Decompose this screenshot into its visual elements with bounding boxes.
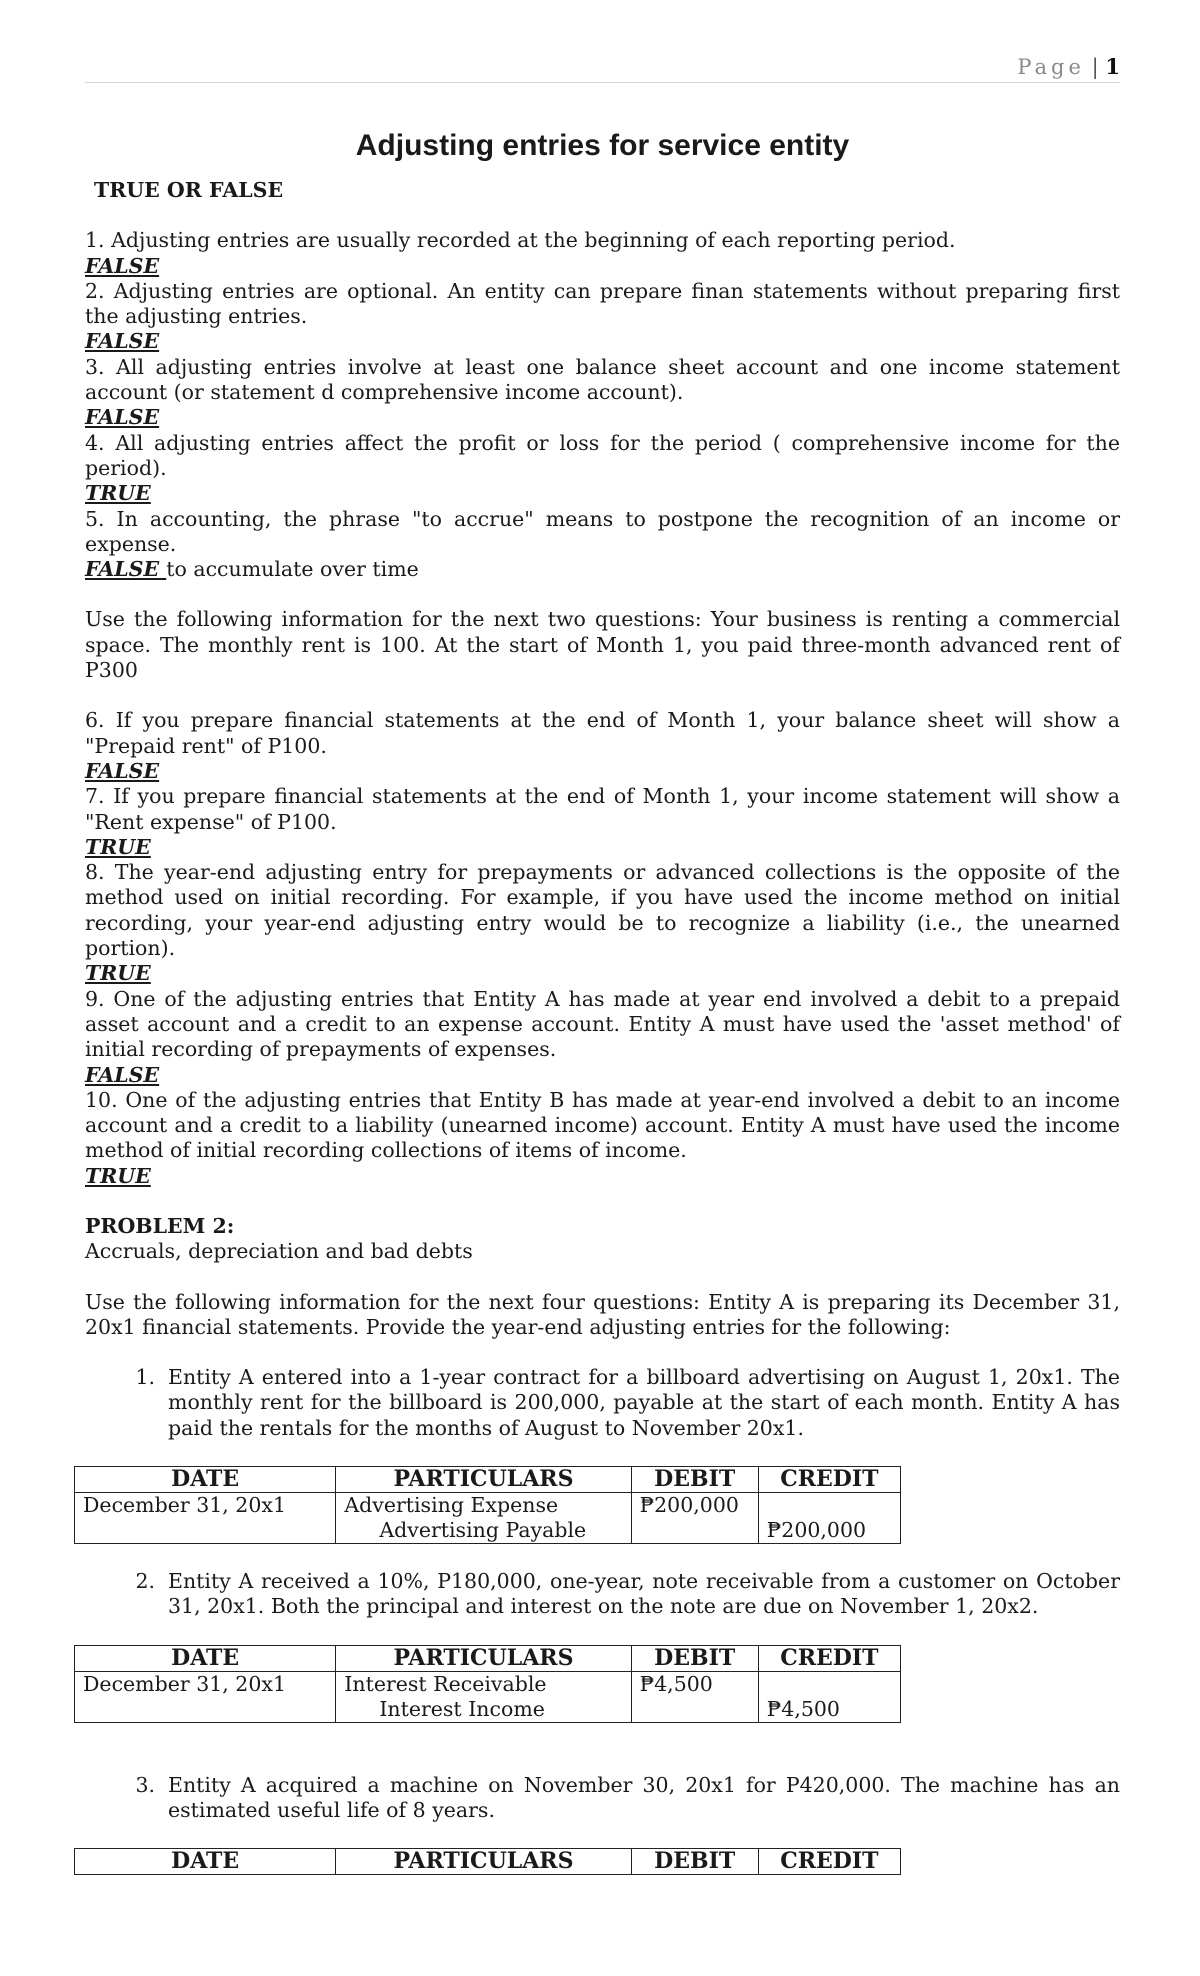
page-title: Adjusting entries for service entity [355,129,850,162]
problem2-subheading: Accruals, depreciation and bad debts [85,1239,473,1264]
rent-info-paragraph: Use the following information for the next two questions: Your business is renting a commercial space. The monthly rent is 100. At the start of Month 1, you paid three-month advanced rent of P300 [85,607,1120,683]
problem2-heading: PROBLEM 2: [85,1213,235,1238]
answer: TRUE [85,961,151,986]
question-block [85,228,1120,279]
problem-item [85,1365,1120,1441]
item-text: Entity A entered into a 1-year contract for a billboard advertising on August 1, 20x1. The monthly rent for the billboard is 200,000, payable at the start of each month. Entity A has paid the rentals for the months of August to November 20x1. [168,1365,1120,1440]
section-heading-true-false: TRUE OR FALSE [94,178,284,202]
debit-amount: ₱4,500 [639,1671,713,1696]
col-date: DATE [75,1849,336,1875]
question-block [85,507,1120,583]
col-date: DATE [75,1645,336,1671]
page-header [85,52,1120,83]
table-row [75,1493,901,1544]
col-debit: DEBIT [631,1849,758,1875]
question-block [85,860,1120,986]
col-debit: DEBIT [631,1467,758,1493]
col-credit: CREDIT [758,1645,900,1671]
entry-credit [758,1671,900,1722]
entry-particulars [336,1671,631,1722]
question-text: 8. The year-end adjusting entry for prepayments or advanced collections is the opposite of the method used on initial recording. For example, if you have used the income method on initial recording, your year-end adjusting entry would be to recognize a liability (i.e., the unearned portion). [85,860,1120,961]
item-text: Entity A received a 10%, P180,000, one-year, note receivable from a customer on October 31, 20x1. Both the principal and interest on the note are due on November 1, 20x2. [168,1569,1120,1619]
page-separator: | [1091,55,1099,79]
question-block [85,355,1120,431]
problem2-intro: Use the following information for the next four questions: Entity A is preparing its December 31, 20x1 financial statements. Provide the year-end adjusting entries for the following: [85,1289,1120,1339]
entry-date: December 31, 20x1 [75,1493,336,1544]
col-particulars: PARTICULARS [336,1849,631,1875]
question-block [85,431,1120,507]
question-text: 7. If you prepare financial statements at the end of Month 1, your income statement will show a "Rent expense" of P100. [85,784,1120,834]
entry-debit [631,1671,758,1722]
entry-particulars [336,1493,631,1544]
answer: FALSE [85,405,160,430]
page-number-value: 1 [1105,54,1120,79]
answer: FALSE [85,1062,160,1087]
question-text: 5. In accounting, the phrase "to accrue" means to postpone the recognition of an income or expense. [85,506,1120,556]
question-text: 1. Adjusting entries are usually recorded at the beginning of each reporting period. [85,228,956,253]
journal-entry-table [74,1466,901,1544]
document-body [85,128,1120,1875]
debit-amount: ₱200,000 [639,1493,739,1518]
entry-date: December 31, 20x1 [75,1671,336,1722]
col-particulars: PARTICULARS [336,1645,631,1671]
answer: FALSE [85,329,160,354]
debit-account: Advertising Expense [344,1493,559,1518]
table-row [75,1671,901,1722]
credit-account: Interest Income [379,1696,545,1721]
question-text: 2. Adjusting entries are optional. An entity can prepare finan statements without preparing first the adjusting entries. [85,278,1120,329]
answer: TRUE [85,481,151,506]
question-text: 6. If you prepare financial statements at the end of Month 1, your balance sheet will show a "Prepaid rent" of P100. [85,708,1120,758]
answer: TRUE [85,834,151,859]
question-block [85,987,1120,1088]
journal-entry-table [74,1645,901,1723]
table-header-row [75,1849,901,1875]
col-particulars: PARTICULARS [336,1467,631,1493]
answer: TRUE [85,1163,151,1188]
entry-debit [631,1493,758,1544]
entry-credit [758,1493,900,1544]
table-header-row [75,1645,901,1671]
credit-amount: ₱4,500 [766,1696,840,1721]
question-block [85,784,1120,860]
page-number [1017,54,1120,79]
question-text: 3. All adjusting entries involve at least one balance sheet account and one income statement account (or statement d comprehensive income account). [85,354,1120,405]
journal-entry-table [74,1848,901,1875]
col-credit: CREDIT [758,1849,900,1875]
credit-amount: ₱200,000 [766,1518,867,1543]
question-block [85,708,1120,784]
problem-item [85,1569,1120,1620]
credit-account: Advertising Payable [379,1518,587,1543]
answer-note: to accumulate over time [166,557,419,582]
item-number: 2. [135,1569,155,1594]
answer: FALSE [85,758,160,783]
answer: FALSE [85,557,167,582]
item-text: Entity A acquired a machine on November 30, 20x1 for P420,000. The machine has an estimated useful life of 8 years. [168,1772,1120,1822]
debit-account: Interest Receivable [344,1671,547,1696]
col-debit: DEBIT [631,1645,758,1671]
answer: FALSE [85,253,160,278]
question-text: 10. One of the adjusting entries that Entity B has made at year-end involved a debit to an income account and a credit to a liability (unearned income) account. Entity A must have used the income method of initial recording collections of items of income. [85,1087,1120,1163]
item-number: 3. [135,1772,155,1797]
item-number: 1. [135,1365,155,1390]
problem-item [85,1773,1120,1824]
page-word: Page [1017,55,1085,79]
col-date: DATE [75,1467,336,1493]
table-header-row [75,1467,901,1493]
question-text: 4. All adjusting entries affect the profit or loss for the period ( comprehensive income for the period). [85,430,1120,480]
question-text: 9. One of the adjusting entries that Entity A has made at year end involved a debit to a prepaid asset account and a credit to an expense account. Entity A must have used the 'asset method' of initial recording of prepayments of expenses. [85,986,1120,1062]
question-block [85,279,1120,355]
question-block [85,1088,1120,1189]
col-credit: CREDIT [758,1467,900,1493]
